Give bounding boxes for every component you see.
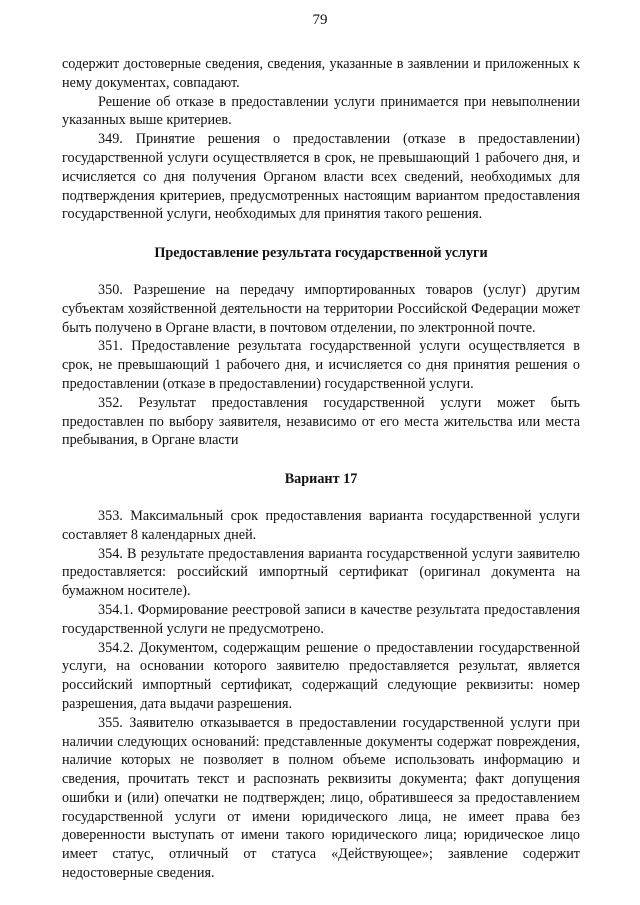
paragraph-355: 355. Заявителю отказывается в предоставлении государственной услуги при наличии следующих оснований: представленные документы содержат повреждения, наличие которых не позволяет в полном объеме использовать информацию и сведения, прочитать текст и распознать реквизиты документа; факт допущения ошибки и (или) опечатки не подтвержден; лицо, обратившееся за предоставлением государственной услуги от имени юридического лица, не имеет права без доверенности выступать от имени такого юридического лица; юридическое лицо имеет статус, отличный от статуса «Действующее»; заявление содержит недостоверные сведения. bbox=[62, 714, 580, 882]
paragraph-354-2: 354.2. Документом, содержащим решение о предоставлении государственной услуги, на основании которого заявителю предоставляется результат, является российский импортный сертификат, содержащий следующие реквизиты: номер разрешения, дата выдачи разрешения. bbox=[62, 639, 580, 712]
paragraph-350: 350. Разрешение на передачу импортированных товаров (услуг) другим субъектам хозяйственной деятельности на территории Российской Федерации может быть получено в Органе власти, в почтовом отделении, по электронной почте. bbox=[62, 281, 580, 336]
section-heading-variant-17: Вариант 17 bbox=[284, 471, 358, 488]
paragraph-349: 349. Принятие решения о предоставлении (отказе в предоставлении) государственной услуги осуществляется в срок, не превышающий 1 рабочего дня, и исчисляется со дня получения Органом власти всех сведений, необходимых для подтверждения критериев, предусмотренных настоящим вариантом предоставления государственной услуги, необходимых для принятия такого решения. bbox=[62, 131, 580, 223]
paragraph-refusal-decision: Решение об отказе в предоставлении услуги принимается при невыполнении указанных выше критериев. bbox=[62, 93, 580, 129]
paragraph-351: 351. Предоставление результата государственной услуги осуществляется в срок, не превышающий 1 рабочего дня, и исчисляется со дня принятия решения о предоставлении (отказе в предоставлении) государственной услуги. bbox=[62, 338, 580, 392]
section-heading-result: Предоставление результата государственной услуги bbox=[154, 245, 488, 262]
paragraph-352: 352. Результат предоставления государственной услуги может быть предоставлен по выбору заявителя, независимо от его места жительства или места пребывания, в Органе власти bbox=[62, 394, 580, 449]
paragraph-353: 353. Максимальный срок предоставления варианта государственной услуги составляет 8 календарных дней. bbox=[62, 507, 580, 543]
paragraph-354-1: 354.1. Формирование реестровой записи в качестве результата предоставления государственной услуги не предусмотрено. bbox=[62, 601, 580, 637]
paragraph-continuation: содержит достоверные сведения, сведения, указанные в заявлении и приложенных к нему документах, совпадают. bbox=[62, 56, 580, 91]
page-number: 79 bbox=[312, 12, 328, 28]
document-body bbox=[62, 55, 580, 883]
paragraph-354: 354. В результате предоставления варианта государственной услуги заявителю предоставляется: российский импортный сертификат (оригинал документа на бумажном носителе). bbox=[62, 545, 580, 600]
